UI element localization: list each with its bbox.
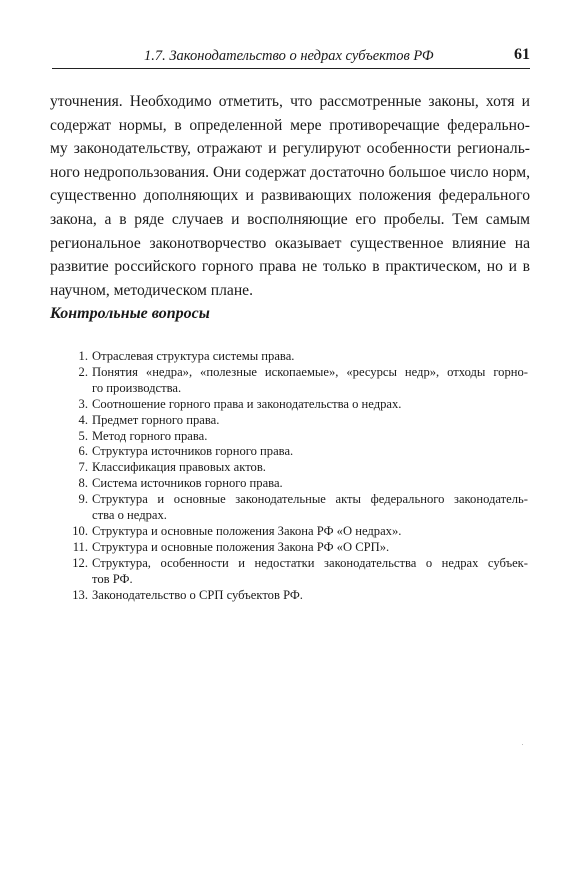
body-paragraph (50, 90, 530, 302)
paragraph-line: уточнения. Необходимо отметить, что рассмотренные законы, хотя и (50, 93, 530, 110)
item-text: Метод горного права. (92, 428, 208, 443)
item-text: Структура, особенности и недостатки законодательства о недрах субъек- (92, 555, 528, 570)
item-number: 2. (78, 364, 88, 379)
paragraph-line: закона, а в ряде случаев и восполняющие его пробелы. Тем самым (50, 210, 530, 228)
scan-speck (522, 744, 523, 745)
item-number: 10. (72, 523, 88, 538)
item-number: 9. (78, 492, 88, 507)
list-item (70, 492, 528, 524)
item-text: Классификация правовых актов. (92, 460, 266, 475)
item-text: Структура и основные положения Закона РФ «О СРП». (92, 539, 390, 554)
item-text: го производства. (92, 380, 182, 395)
item-number: 1. (78, 349, 88, 363)
page-number: 61 (514, 46, 530, 63)
item-text: Предмет горного права. (92, 412, 220, 427)
list-item (70, 540, 528, 556)
item-number: 6. (78, 444, 88, 459)
list-item (70, 460, 528, 476)
item-number: 12. (72, 555, 88, 570)
item-text: Законодательство о СРП субъектов РФ. (92, 587, 303, 602)
running-header-title: 1.7. Законодательство о недрах субъектов РФ (144, 48, 434, 64)
item-number: 11. (72, 539, 88, 554)
section-heading: Контрольные вопросы (50, 305, 210, 322)
item-text: Отраслевая структура системы права. (92, 349, 295, 363)
item-text: тов РФ. (92, 571, 133, 586)
questions-list (70, 349, 528, 604)
paragraph-line: научном, методическом плане. (50, 281, 253, 299)
paragraph-line: содержат нормы, в определенной мере противоречащие федерально- (50, 116, 530, 134)
item-text: Структура и основные положения Закона РФ «О недрах». (92, 523, 402, 538)
list-item (70, 413, 528, 429)
list-item (70, 444, 528, 460)
list-item (70, 476, 528, 492)
item-number: 5. (78, 428, 88, 443)
list-item (70, 556, 528, 588)
list-item (70, 429, 528, 445)
item-number: 8. (78, 476, 88, 491)
running-header (52, 46, 530, 69)
item-text: Система источников горного права. (92, 476, 283, 491)
item-text: Соотношение горного права и законодательства о недрах. (92, 396, 402, 411)
item-number: 4. (78, 412, 88, 427)
item-number: 3. (78, 396, 88, 411)
item-text: Структура и основные законодательные акты федерального законодатель- (92, 492, 528, 507)
paragraph-line: ного недропользования. Они содержат достаточно большое число норм, (50, 163, 530, 181)
paragraph-line: региональное законотворчество оказывает существенное влияние на (50, 234, 530, 252)
list-item (70, 365, 528, 397)
item-text: Понятия «недра», «полезные ископаемые», «ресурсы недр», отходы горно- (92, 364, 528, 379)
paragraph-line: существенно дополняющих и развивающих положения федерального (50, 187, 530, 205)
list-item (70, 588, 528, 604)
list-item (70, 349, 528, 365)
item-text: ства о недрах. (92, 508, 167, 523)
list-item (70, 397, 528, 413)
paragraph-line: развитие российского горного права не только в практическом, но и в (50, 258, 530, 276)
item-number: 7. (78, 460, 88, 475)
item-text: Структура источников горного права. (92, 444, 294, 459)
list-item (70, 524, 528, 540)
item-number: 13. (72, 587, 88, 602)
paragraph-line: му законодательству, отражают и регулируют особенности региональ- (50, 140, 530, 158)
